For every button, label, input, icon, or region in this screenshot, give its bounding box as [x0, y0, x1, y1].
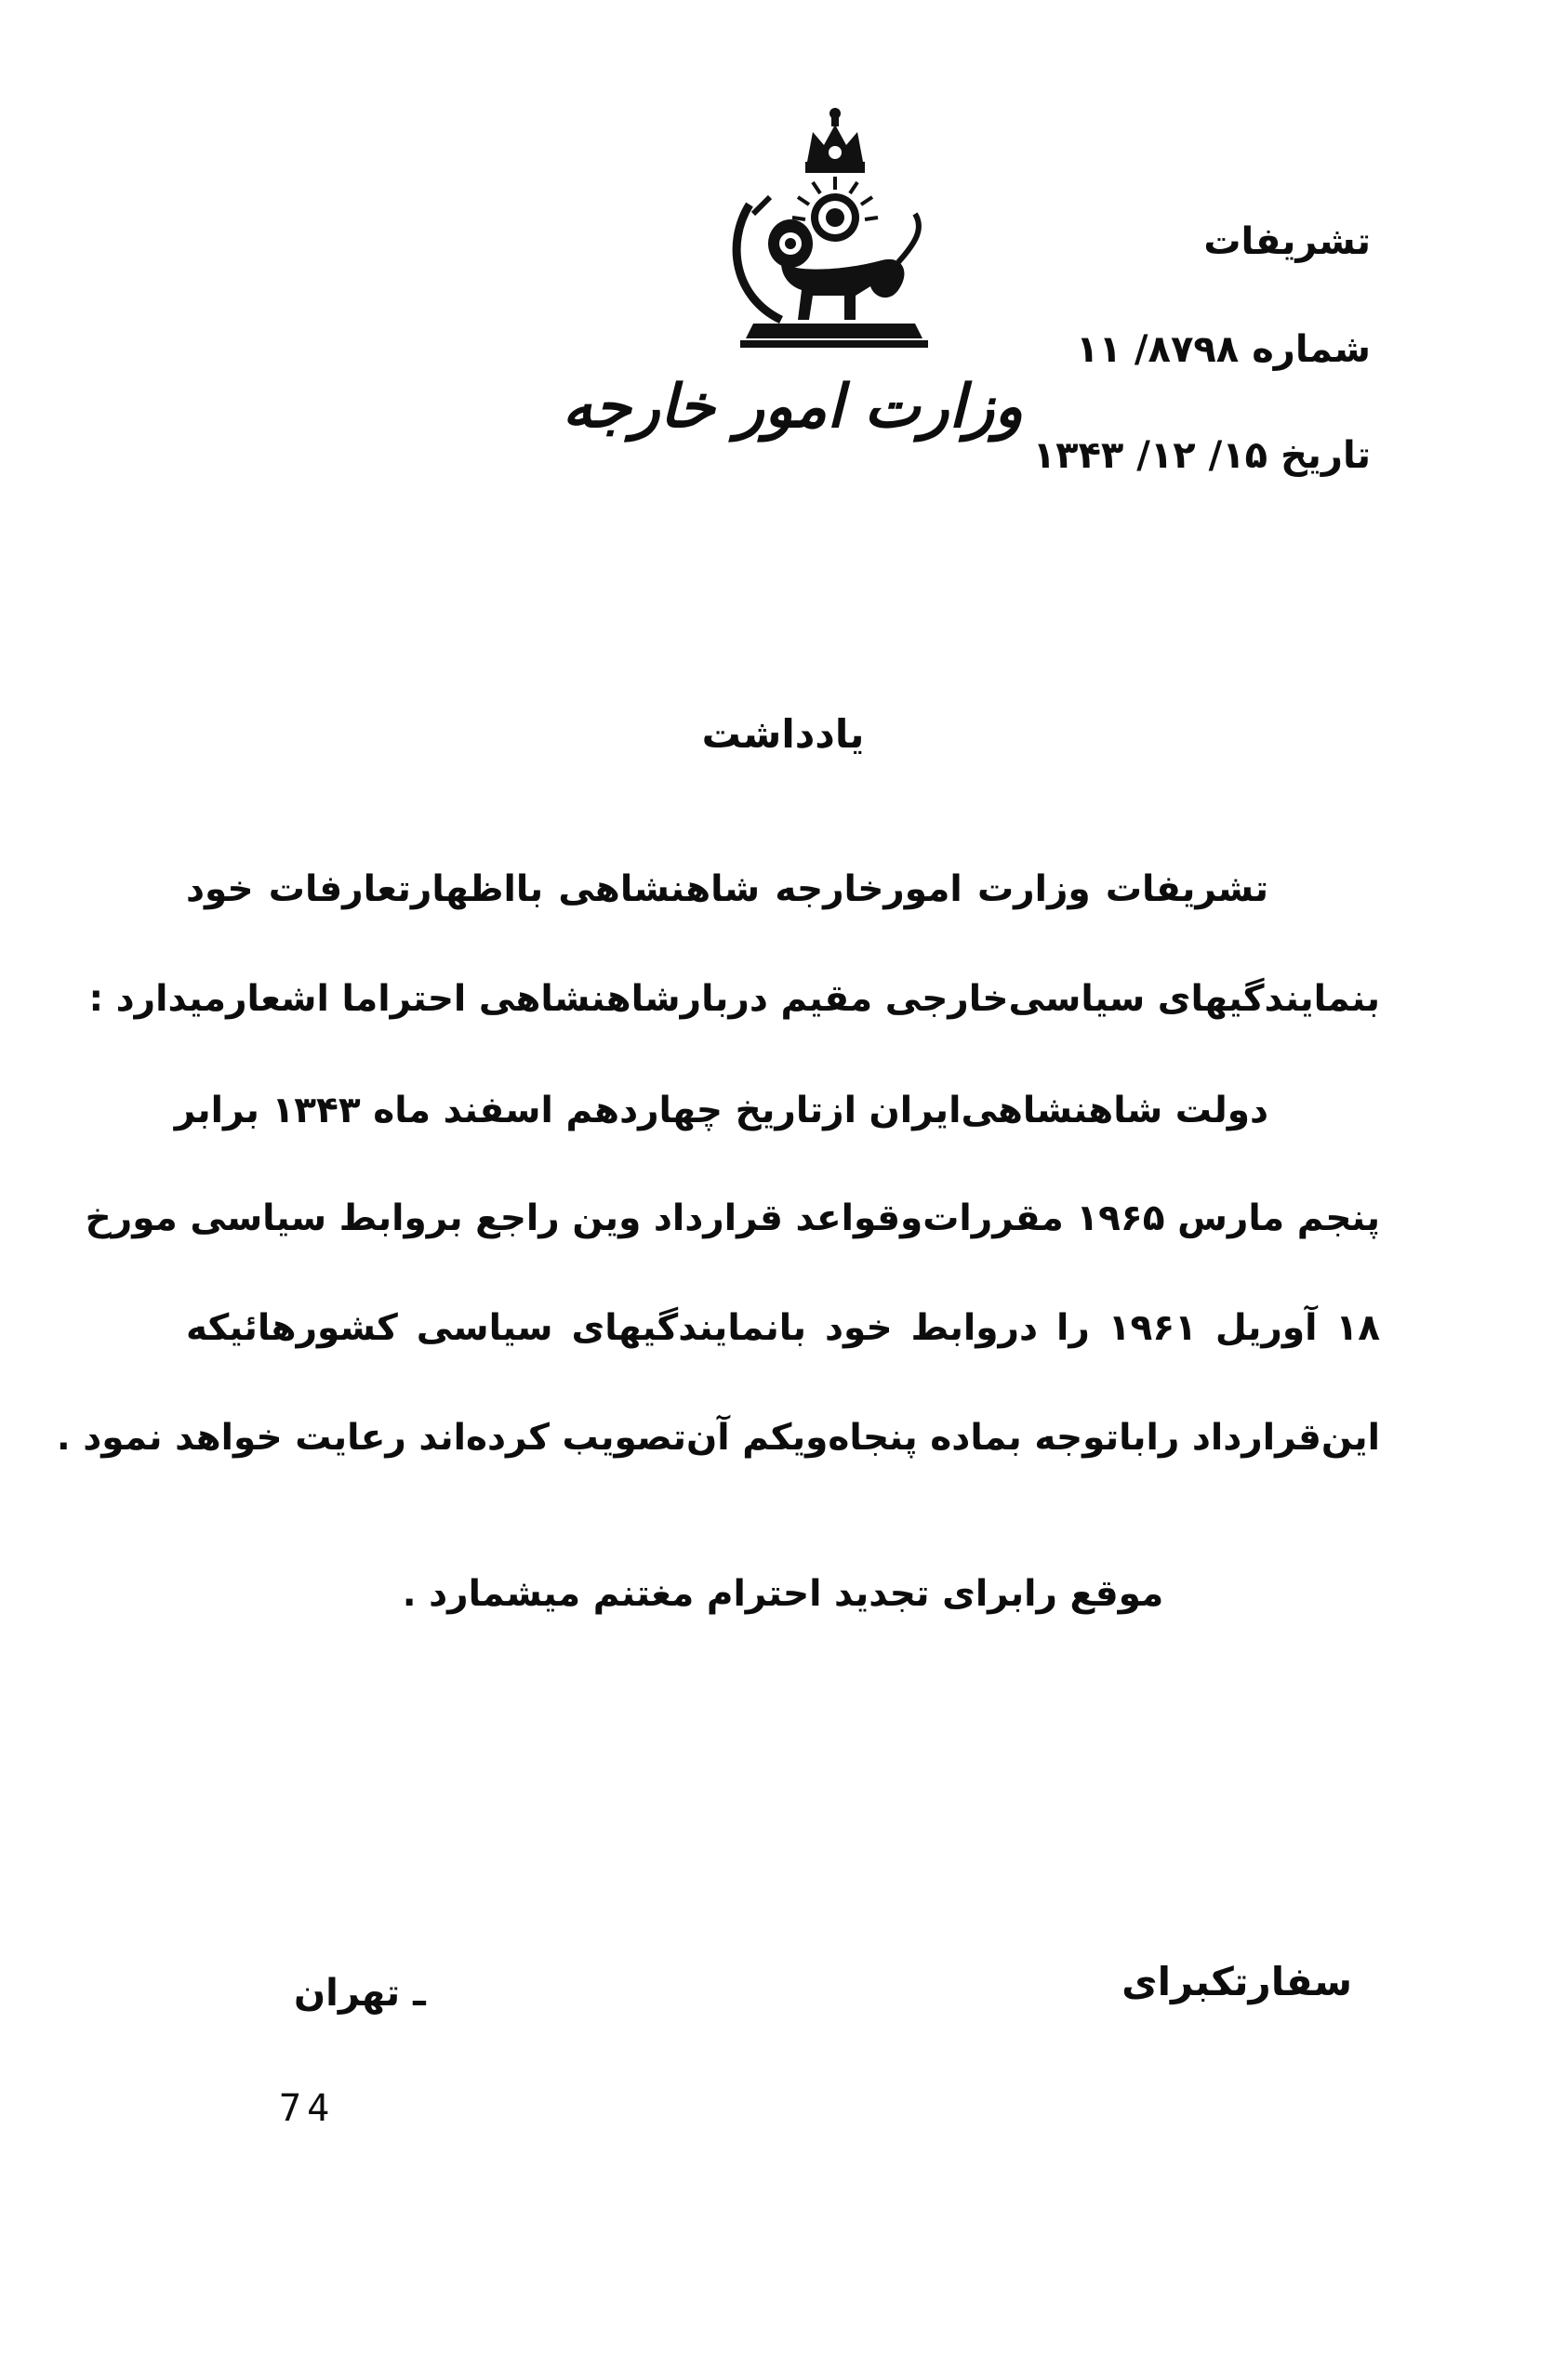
document-date: [1033, 430, 1371, 482]
body-line-1: تشریفات وزارت امورخارجه شاهنشاهی باا‌ظهار‌تعارفات خود: [186, 868, 1268, 910]
department-label: تشریفات: [1203, 220, 1371, 263]
document-title: یادداشت: [701, 711, 865, 757]
city: ـ تهران: [294, 1972, 426, 2015]
page-number: 74: [279, 2087, 336, 2130]
number-label: شماره: [1252, 328, 1371, 371]
lion-and-sun-emblem-icon: [716, 104, 949, 374]
body-line-2: بنمایندگیهای سیاسی‌خارجی مقیم دربارشاهنشاهی احتراما اشعارمیدارد :: [88, 978, 1380, 1020]
number-value: ۸۷۹۸/ ۱۱: [1076, 328, 1240, 371]
body-line-6: این‌قرارداد رابا‌توجه بماده پنجاه‌ویکم آن‌تصویب کرده‌اند رعایت خواهد نمود .: [56, 1417, 1380, 1459]
date-label: تاریخ: [1281, 434, 1371, 477]
addressee: سفارتکبرای: [1121, 1959, 1352, 2004]
body-line-5: ۱۸ آوریل ۱۹۶۱ را دروابط خود بانمایندگیهای سیاسی کشورهائیکه: [186, 1307, 1381, 1349]
date-value: ۱۵/ ۱۲/ ۱۳۴۳: [1032, 434, 1268, 477]
ministry-emblem-text: وزارت امور خارجه: [562, 372, 1023, 442]
body-line-3: دولت شاهنشاهی‌ایران ازتاریخ چهاردهم اسفند ماه ۱۳۴۳ برابر: [174, 1090, 1268, 1131]
closing-line: موقع رابرای تجدید احترام مغتنم میشمارد .: [402, 1573, 1164, 1615]
reference-number: [1076, 324, 1371, 376]
body-line-4: پنجم مارس ۱۹۶۵ مقررات‌وقواعد قرارداد وین راجع بروابط سیاسی مورخ: [85, 1197, 1380, 1239]
